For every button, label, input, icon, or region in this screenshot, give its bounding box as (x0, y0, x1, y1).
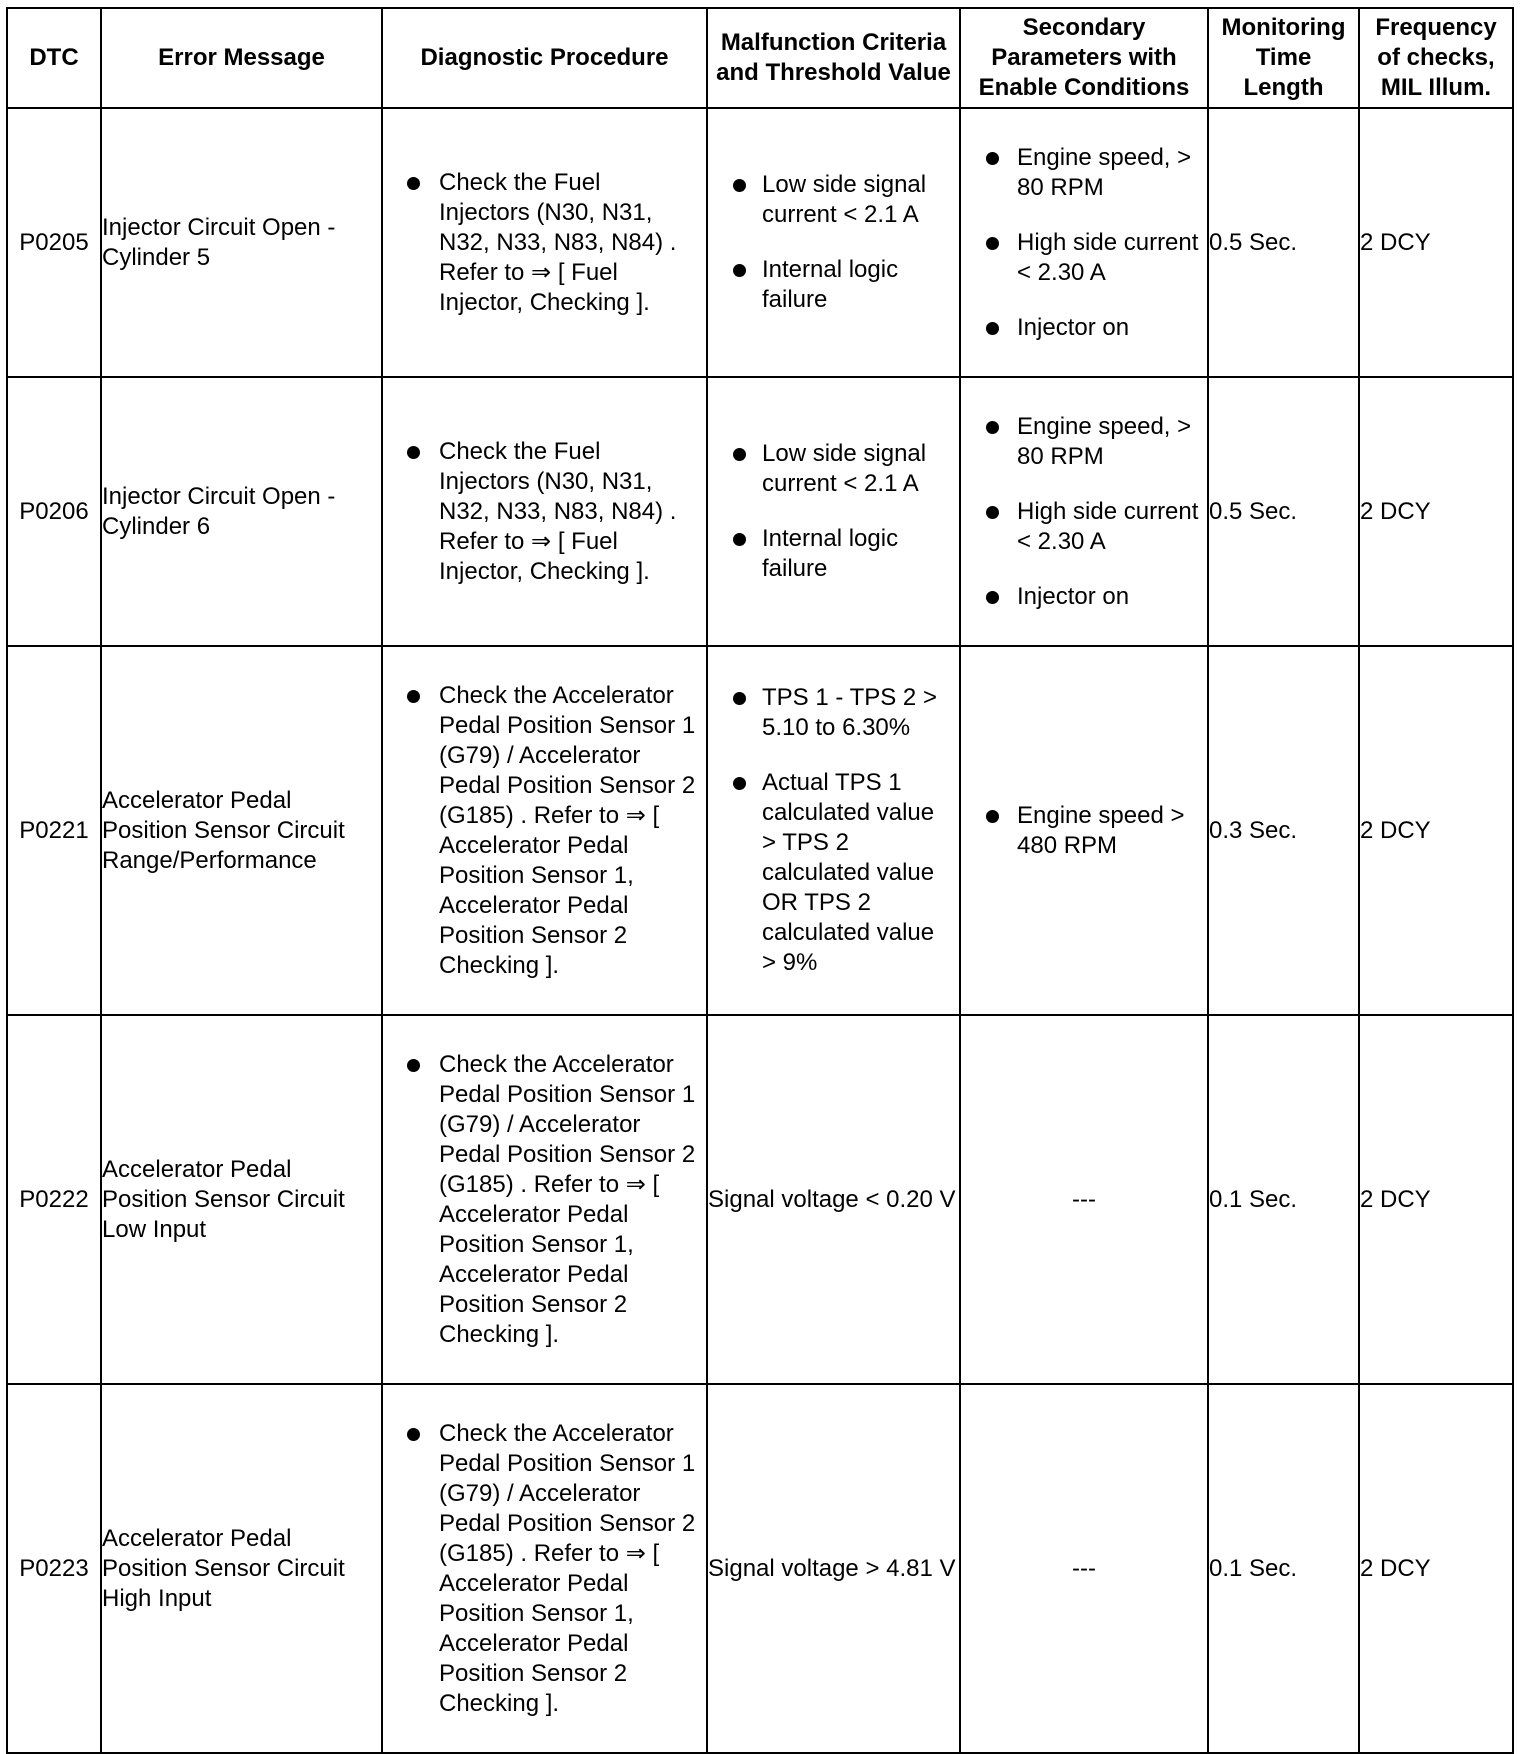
header-dtc: DTC (7, 8, 101, 108)
secondary-parameters: --- (960, 1015, 1208, 1384)
secondary-item: High side current < 2.30 A (1017, 497, 1201, 557)
error-message: Accelerator Pedal Position Sensor Circuit High Input (101, 1384, 382, 1753)
secondary-item: Engine speed, > 80 RPM (1017, 412, 1201, 472)
secondary-list (961, 412, 1207, 612)
criteria-list (708, 170, 959, 315)
malfunction-criteria (707, 646, 960, 1015)
criteria-item: Internal logic failure (762, 524, 951, 584)
criteria-item: Low side signal current < 2.1 A (762, 170, 951, 230)
error-message: Accelerator Pedal Position Sensor Circuit Range/Performance (101, 646, 382, 1015)
monitoring-time: 0.3 Sec. (1208, 646, 1359, 1015)
procedure-list (383, 168, 706, 318)
secondary-item: Injector on (1017, 582, 1201, 612)
criteria-item: TPS 1 - TPS 2 > 5.10 to 6.30% (762, 683, 951, 743)
procedure-text: Check the Accelerator Pedal Position Sensor 1 (G79) / Accelerator Pedal Position Sensor 2 (G185) . Refer to ⇒ [ Accelerator Pedal Position Sensor 1, Accelerator Pedal Position Sensor 2 Checking ]. (439, 1050, 696, 1348)
header-secondary-parameters: Secondary Parameters with Enable Conditions (960, 8, 1208, 108)
table-row (7, 1384, 1513, 1753)
criteria-item: Internal logic failure (762, 255, 951, 315)
error-message: Injector Circuit Open - Cylinder 5 (101, 108, 382, 377)
header-monitoring-time: Monitoring Time Length (1208, 8, 1359, 108)
dtc-code: P0222 (7, 1015, 101, 1384)
procedure-text: Check the Fuel Injectors (N30, N31, N32, N33, N83, N84) . Refer to ⇒ [ Fuel Injector, Checking ]. (439, 437, 677, 585)
malfunction-criteria: Signal voltage > 4.81 V (707, 1384, 960, 1753)
procedure-list (383, 681, 706, 981)
table-row (7, 646, 1513, 1015)
procedure-item (439, 168, 696, 318)
criteria-item: Low side signal current < 2.1 A (762, 439, 951, 499)
diagnostic-procedure (382, 646, 707, 1015)
procedure-text: Check the Accelerator Pedal Position Sensor 1 (G79) / Accelerator Pedal Position Sensor 2 (G185) . Refer to ⇒ [ Accelerator Pedal Position Sensor 1, Accelerator Pedal Position Sensor 2 Checking ]. (439, 1419, 696, 1717)
secondary-parameters (960, 108, 1208, 377)
diagnostic-procedure (382, 108, 707, 377)
procedure-item (439, 437, 696, 587)
dtc-table (6, 7, 1514, 1754)
criteria-list (708, 439, 959, 584)
table-header-row (7, 8, 1513, 108)
procedure-item (439, 1419, 696, 1719)
secondary-list (961, 801, 1207, 861)
monitoring-time: 0.1 Sec. (1208, 1015, 1359, 1384)
secondary-parameters (960, 646, 1208, 1015)
secondary-item: High side current < 2.30 A (1017, 228, 1201, 288)
procedure-text: Check the Accelerator Pedal Position Sensor 1 (G79) / Accelerator Pedal Position Sensor 2 (G185) . Refer to ⇒ [ Accelerator Pedal Position Sensor 1, Accelerator Pedal Position Sensor 2 Checking ]. (439, 681, 696, 979)
dtc-code: P0221 (7, 646, 101, 1015)
procedure-item (439, 681, 696, 981)
error-message: Injector Circuit Open - Cylinder 6 (101, 377, 382, 646)
dtc-code: P0223 (7, 1384, 101, 1753)
frequency-value: 2 DCY (1359, 377, 1513, 646)
header-frequency: Frequency of checks, MIL Illum. (1359, 8, 1513, 108)
criteria-item: Actual TPS 1 calculated value > TPS 2 calculated value OR TPS 2 calculated value > 9% (762, 768, 951, 978)
diagnostic-procedure (382, 1015, 707, 1384)
procedure-list (383, 1050, 706, 1350)
criteria-list (708, 683, 959, 978)
diagnostic-procedure (382, 377, 707, 646)
procedure-list (383, 1419, 706, 1719)
secondary-list (961, 143, 1207, 343)
header-diagnostic-procedure: Diagnostic Procedure (382, 8, 707, 108)
frequency-value: 2 DCY (1359, 1384, 1513, 1753)
secondary-item: Engine speed, > 80 RPM (1017, 143, 1201, 203)
frequency-value: 2 DCY (1359, 1015, 1513, 1384)
secondary-parameters (960, 377, 1208, 646)
diagnostic-procedure (382, 1384, 707, 1753)
table-row (7, 377, 1513, 646)
table-row (7, 108, 1513, 377)
table-row (7, 1015, 1513, 1384)
frequency-value: 2 DCY (1359, 646, 1513, 1015)
monitoring-time: 0.1 Sec. (1208, 1384, 1359, 1753)
monitoring-time: 0.5 Sec. (1208, 108, 1359, 377)
secondary-parameters: --- (960, 1384, 1208, 1753)
secondary-item: Injector on (1017, 313, 1201, 343)
monitoring-time: 0.5 Sec. (1208, 377, 1359, 646)
procedure-item (439, 1050, 696, 1350)
malfunction-criteria: Signal voltage < 0.20 V (707, 1015, 960, 1384)
header-malfunction-criteria: Malfunction Criteria and Threshold Value (707, 8, 960, 108)
malfunction-criteria (707, 108, 960, 377)
error-message: Accelerator Pedal Position Sensor Circuit Low Input (101, 1015, 382, 1384)
frequency-value: 2 DCY (1359, 108, 1513, 377)
header-error-message: Error Message (101, 8, 382, 108)
malfunction-criteria (707, 377, 960, 646)
dtc-code: P0205 (7, 108, 101, 377)
dtc-code: P0206 (7, 377, 101, 646)
procedure-text: Check the Fuel Injectors (N30, N31, N32, N33, N83, N84) . Refer to ⇒ [ Fuel Injector, Checking ]. (439, 168, 677, 316)
secondary-item: Engine speed > 480 RPM (1017, 801, 1201, 861)
procedure-list (383, 437, 706, 587)
